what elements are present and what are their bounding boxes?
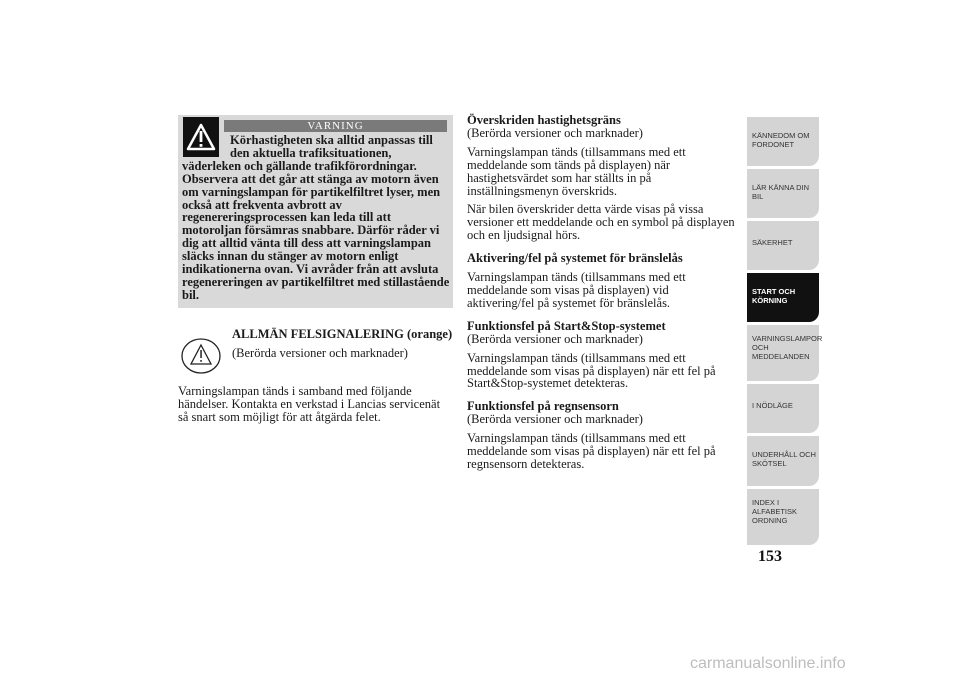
tab-kannedom-om-fordonet[interactable] — [747, 117, 819, 166]
tab-label: BIL — [752, 192, 764, 201]
tab-label: LÄR KÄNNA DIN — [752, 183, 810, 192]
watermark: carmanualsonline.info — [690, 655, 846, 672]
section-subtitle: (Berörda versioner och marknader) — [467, 331, 643, 346]
section-title: Funktionsfel på regnsensorn — [467, 399, 619, 414]
section-title: Funktionsfel på Start&Stop-systemet — [467, 318, 666, 333]
section-paragraph: Varningslampan tänds (tillsammans med ett meddelande som visas på displayen) när ett fel på Start&Stop-systemet detekteras. — [467, 350, 716, 391]
tab-varningslampor-och-meddelanden[interactable] — [747, 325, 823, 381]
section-start-stop — [467, 320, 739, 391]
tab-label: FORDONET — [752, 140, 795, 149]
section-fuel-lock — [467, 252, 739, 310]
section-title: Aktivering/fel på systemet för bränslelås — [467, 251, 683, 266]
tab-index-i-alfabetisk-ordning[interactable] — [747, 489, 819, 545]
tab-label: INDEX I — [752, 498, 780, 507]
right-column — [467, 114, 739, 481]
section-rain-sensor — [467, 400, 739, 471]
tab-label: SKÖTSEL — [752, 459, 787, 468]
section-title: Överskriden hastighetsgräns — [467, 113, 621, 127]
section-paragraph: Varningslampan tänds (tillsammans med ett meddelande som tänds på displayen) när hastighetsvärdet som har ställts in på inställningsmenyn överskrids. — [467, 144, 686, 198]
warning-text-rest: väderleken och gällande trafikförordningar. Observera att det går att stänga av motorn även om varningslampan för partikelfiltret lyser, men också att frekventa avbrott av regenereringsprocessen kan leda till att motoroljan försämras snabbare. Därför råder vi dig att alltid vänta till dess att varningslampan släcks innan du stänger av motorn enligt indikationerna ovan. Vi avråder från att avsluta regenereringen av partikelfiltret med stillastående bil. — [182, 158, 450, 302]
tab-sakerhet[interactable] — [747, 221, 819, 270]
tab-label: OCH — [752, 343, 769, 352]
tab-label: VARNINGSLAMPOR — [752, 334, 823, 343]
tab-label: KÄNNEDOM OM — [752, 131, 810, 140]
warning-header: VARNING — [224, 120, 447, 132]
section-subtitle: (Berörda versioner och marknader) — [467, 125, 643, 140]
section-paragraph: När bilen överskrider detta värde visas på vissa versioner ett meddelande och en symbol på displayen och en ljudsignal hörs. — [467, 202, 735, 243]
tab-label: SÄKERHET — [752, 238, 793, 247]
warning-triangle-outline-icon — [180, 337, 225, 375]
warning-text-first: Körhastigheten ska alltid anpassas till den aktuella trafiksituationen, — [230, 133, 433, 160]
general-fault-title: ALLMÄN FELSIGNALERING (orange) — [232, 327, 453, 341]
general-fault-subtitle: (Berörda versioner och marknader) — [232, 346, 408, 360]
tab-start-och-korning[interactable] — [747, 273, 819, 322]
page-number: 153 — [758, 548, 782, 565]
tab-label: KÖRNING — [752, 296, 788, 305]
tab-label: ALFABETISK — [752, 507, 798, 516]
tab-label: UNDERHÅLL OCH — [752, 450, 816, 459]
tab-lar-kanna-din-bil[interactable] — [747, 169, 819, 218]
chapter-tabs — [747, 117, 823, 548]
tab-label: START OCH — [752, 287, 796, 296]
warning-text — [178, 134, 450, 302]
tab-i-nodlage[interactable] — [747, 384, 819, 433]
tab-underhall-och-skotsel[interactable] — [747, 436, 819, 486]
tab-label: MEDDELANDEN — [752, 352, 810, 361]
section-subtitle: (Berörda versioner och marknader) — [467, 412, 643, 427]
general-fault-body: Varningslampan tänds i samband med följande händelser. Kontakta en verkstad i Lancias servicenät så snart som möjligt för att åtgärda felet. — [178, 384, 441, 424]
section-paragraph: Varningslampan tänds (tillsammans med ett meddelande som visas på displayen) vid aktivering/fel på systemet för bränslelås. — [467, 270, 686, 310]
section-speed-limit — [467, 114, 739, 242]
section-paragraph: Varningslampan tänds (tillsammans med ett meddelande som visas på displayen) när ett fel på regnsensorn detekteras. — [467, 431, 716, 471]
tab-label: I NÖDLÄGE — [752, 401, 793, 410]
tab-label: ORDNING — [752, 516, 788, 525]
